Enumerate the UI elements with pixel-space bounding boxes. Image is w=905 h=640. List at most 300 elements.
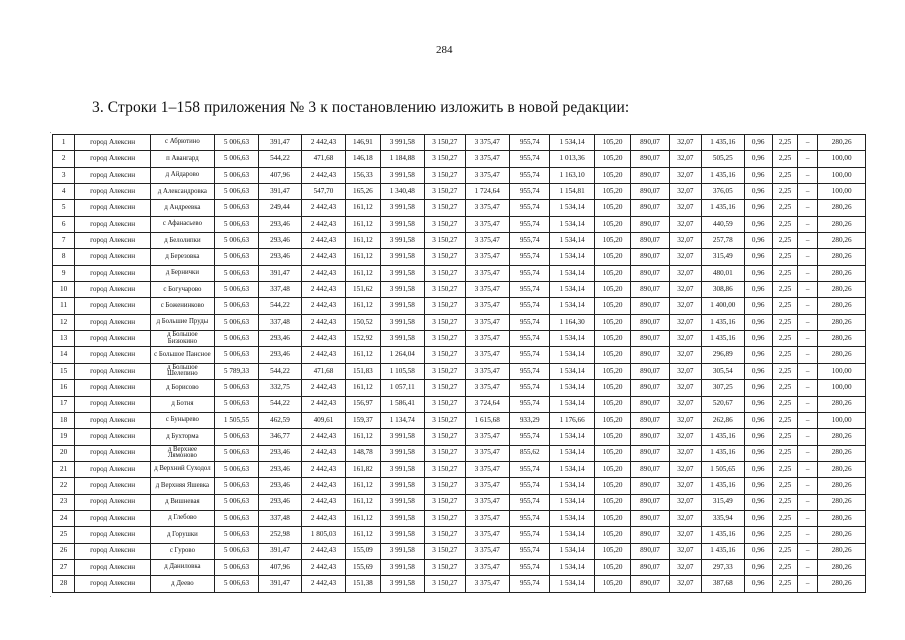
cell-value-14: 0,96 <box>744 380 772 396</box>
cell-settlement: с Гурово <box>151 543 215 559</box>
cell-value-6: 3 150,27 <box>425 412 465 428</box>
cell-value-1: 5 006,63 <box>214 527 258 543</box>
cell-value-1: 5 006,63 <box>214 151 258 167</box>
cell-value-5: 3 991,58 <box>380 314 424 330</box>
cell-value-4: 161,12 <box>346 347 380 363</box>
cell-value-6: 3 150,27 <box>425 461 465 477</box>
cell-value-11: 890,07 <box>631 167 669 183</box>
cell-value-11: 890,07 <box>631 282 669 298</box>
cell-value-6: 3 150,27 <box>425 135 465 151</box>
cell-municipality: город Алексин <box>75 494 151 510</box>
cell-value-1: 5 006,63 <box>214 298 258 314</box>
cell-value-5: 3 991,58 <box>380 282 424 298</box>
cell-value-13: 1 435,16 <box>702 445 744 461</box>
cell-value-12: 32,07 <box>669 576 701 592</box>
cell-value-16: – <box>798 461 818 477</box>
cell-value-14: 0,96 <box>744 429 772 445</box>
cell-municipality: город Алексин <box>75 396 151 412</box>
cell-value-2: 293,46 <box>259 461 301 477</box>
cell-value-17: 280,26 <box>818 576 866 592</box>
cell-value-14: 0,96 <box>744 200 772 216</box>
cell-value-3: 2 442,43 <box>301 282 345 298</box>
cell-settlement: с Бунырево <box>151 412 215 428</box>
table-row <box>53 184 866 200</box>
cell-value-10: 105,20 <box>594 216 630 232</box>
cell-row-number: 23 <box>53 494 75 510</box>
cell-value-11: 890,07 <box>631 543 669 559</box>
cell-value-15: 2,25 <box>772 510 797 526</box>
cell-value-15: 2,25 <box>772 200 797 216</box>
cell-value-17: 280,26 <box>818 510 866 526</box>
cell-value-2: 544,22 <box>259 298 301 314</box>
cell-value-5: 3 991,58 <box>380 200 424 216</box>
cell-value-9: 1 534,14 <box>550 347 594 363</box>
cell-row-number: 22 <box>53 478 75 494</box>
cell-value-1: 5 006,63 <box>214 380 258 396</box>
cell-value-10: 105,20 <box>594 167 630 183</box>
table-row <box>53 265 866 281</box>
cell-value-10: 105,20 <box>594 314 630 330</box>
cell-value-12: 32,07 <box>669 543 701 559</box>
cell-value-6: 3 150,27 <box>425 314 465 330</box>
cell-settlement: с Абрютино <box>151 135 215 151</box>
cell-value-2: 346,77 <box>259 429 301 445</box>
cell-value-4: 161,12 <box>346 494 380 510</box>
cell-value-7: 3 375,47 <box>465 380 509 396</box>
cell-value-7: 3 375,47 <box>465 282 509 298</box>
cell-value-17: 100,00 <box>818 151 866 167</box>
cell-value-8: 933,29 <box>509 412 549 428</box>
cell-municipality: город Алексин <box>75 412 151 428</box>
cell-value-1: 5 006,63 <box>214 494 258 510</box>
cell-value-15: 2,25 <box>772 478 797 494</box>
page-number: 284 <box>436 44 453 56</box>
cell-value-16: – <box>798 527 818 543</box>
cell-value-11: 890,07 <box>631 429 669 445</box>
cell-value-3: 2 442,43 <box>301 380 345 396</box>
cell-value-17: 280,26 <box>818 429 866 445</box>
cell-value-17: 280,26 <box>818 478 866 494</box>
cell-value-12: 32,07 <box>669 429 701 445</box>
cell-value-17: 280,26 <box>818 461 866 477</box>
table-row <box>53 396 866 412</box>
cell-value-16: – <box>798 494 818 510</box>
cell-value-12: 32,07 <box>669 380 701 396</box>
cell-value-3: 2 442,43 <box>301 461 345 477</box>
cell-value-2: 544,22 <box>259 363 301 379</box>
cell-value-17: 280,26 <box>818 233 866 249</box>
cell-value-13: 440,59 <box>702 216 744 232</box>
cell-value-5: 3 991,58 <box>380 527 424 543</box>
cell-value-3: 2 442,43 <box>301 167 345 183</box>
cell-value-1: 5 006,63 <box>214 249 258 265</box>
cell-value-8: 955,74 <box>509 167 549 183</box>
cell-value-3: 2 442,43 <box>301 331 345 347</box>
cell-value-13: 297,33 <box>702 559 744 575</box>
cell-settlement: д Большое Шелепино <box>151 363 215 379</box>
cell-municipality: город Алексин <box>75 510 151 526</box>
cell-value-15: 2,25 <box>772 396 797 412</box>
cell-value-8: 955,74 <box>509 233 549 249</box>
cell-value-7: 3 375,47 <box>465 363 509 379</box>
cell-settlement: д Айдарово <box>151 167 215 183</box>
cell-value-13: 257,78 <box>702 233 744 249</box>
cell-value-8: 955,74 <box>509 478 549 494</box>
cell-value-10: 105,20 <box>594 412 630 428</box>
cell-value-12: 32,07 <box>669 559 701 575</box>
cell-value-15: 2,25 <box>772 314 797 330</box>
cell-value-2: 391,47 <box>259 184 301 200</box>
cell-value-14: 0,96 <box>744 445 772 461</box>
cell-value-15: 2,25 <box>772 363 797 379</box>
cell-value-9: 1 534,14 <box>550 461 594 477</box>
cell-value-12: 32,07 <box>669 200 701 216</box>
cell-value-17: 100,00 <box>818 167 866 183</box>
cell-value-15: 2,25 <box>772 249 797 265</box>
cell-value-1: 5 006,63 <box>214 314 258 330</box>
cell-value-2: 293,46 <box>259 331 301 347</box>
cell-row-number: 1 <box>53 135 75 151</box>
cell-value-4: 156,97 <box>346 396 380 412</box>
cell-value-15: 2,25 <box>772 412 797 428</box>
cell-value-1: 5 006,63 <box>214 167 258 183</box>
cell-value-4: 161,12 <box>346 200 380 216</box>
cell-row-number: 21 <box>53 461 75 477</box>
cell-value-14: 0,96 <box>744 151 772 167</box>
cell-municipality: город Алексин <box>75 167 151 183</box>
cell-value-14: 0,96 <box>744 167 772 183</box>
cell-value-15: 2,25 <box>772 298 797 314</box>
cell-value-8: 955,74 <box>509 494 549 510</box>
cell-value-7: 3 375,47 <box>465 249 509 265</box>
cell-value-14: 0,96 <box>744 282 772 298</box>
cell-value-15: 2,25 <box>772 543 797 559</box>
cell-row-number: 25 <box>53 527 75 543</box>
cell-value-16: – <box>798 200 818 216</box>
cell-value-6: 3 150,27 <box>425 216 465 232</box>
cell-municipality: город Алексин <box>75 184 151 200</box>
cell-value-7: 3 375,47 <box>465 347 509 363</box>
cell-settlement: д Борисово <box>151 380 215 396</box>
cell-value-1: 5 006,63 <box>214 576 258 592</box>
cell-value-4: 155,09 <box>346 543 380 559</box>
cell-value-10: 105,20 <box>594 543 630 559</box>
cell-value-11: 890,07 <box>631 200 669 216</box>
cell-value-7: 3 375,47 <box>465 216 509 232</box>
cell-value-16: – <box>798 576 818 592</box>
cell-value-14: 0,96 <box>744 314 772 330</box>
cell-value-5: 3 991,58 <box>380 445 424 461</box>
cell-value-4: 161,12 <box>346 216 380 232</box>
cell-settlement: д Большие Пруды <box>151 314 215 330</box>
cell-value-10: 105,20 <box>594 461 630 477</box>
cell-value-8: 955,74 <box>509 265 549 281</box>
table-row <box>53 314 866 330</box>
cell-settlement: с Богучарово <box>151 282 215 298</box>
cell-value-10: 105,20 <box>594 249 630 265</box>
cell-value-8: 955,74 <box>509 429 549 445</box>
cell-value-10: 105,20 <box>594 347 630 363</box>
cell-value-3: 2 442,43 <box>301 216 345 232</box>
cell-row-number: 3 <box>53 167 75 183</box>
cell-value-2: 462,59 <box>259 412 301 428</box>
cell-value-12: 32,07 <box>669 445 701 461</box>
cell-value-5: 3 991,58 <box>380 429 424 445</box>
cell-value-10: 105,20 <box>594 396 630 412</box>
cell-value-4: 155,69 <box>346 559 380 575</box>
cell-settlement: д Бернички <box>151 265 215 281</box>
section-heading: 3. Строки 1–158 приложения № 3 к постановлению изложить в новой редакции: <box>92 99 630 116</box>
cell-value-10: 105,20 <box>594 445 630 461</box>
cell-row-number: 27 <box>53 559 75 575</box>
cell-value-3: 2 442,43 <box>301 510 345 526</box>
cell-value-6: 3 150,27 <box>425 151 465 167</box>
cell-value-13: 1 435,16 <box>702 331 744 347</box>
cell-value-15: 2,25 <box>772 282 797 298</box>
cell-value-8: 955,74 <box>509 461 549 477</box>
cell-value-2: 391,47 <box>259 543 301 559</box>
cell-value-5: 3 991,58 <box>380 167 424 183</box>
cell-settlement: д Вишневая <box>151 494 215 510</box>
cell-value-7: 3 375,47 <box>465 429 509 445</box>
cell-row-number: 6 <box>53 216 75 232</box>
cell-municipality: город Алексин <box>75 314 151 330</box>
cell-municipality: город Алексин <box>75 576 151 592</box>
cell-value-17: 280,26 <box>818 347 866 363</box>
cell-value-13: 1 435,16 <box>702 478 744 494</box>
cell-value-16: – <box>798 396 818 412</box>
table-row <box>53 347 866 363</box>
cell-value-3: 2 442,43 <box>301 478 345 494</box>
cell-value-14: 0,96 <box>744 184 772 200</box>
cell-row-number: 26 <box>53 543 75 559</box>
cell-value-6: 3 150,27 <box>425 200 465 216</box>
cell-value-10: 105,20 <box>594 363 630 379</box>
cell-value-6: 3 150,27 <box>425 331 465 347</box>
cell-value-2: 293,46 <box>259 233 301 249</box>
cell-value-9: 1 534,14 <box>550 216 594 232</box>
cell-value-14: 0,96 <box>744 494 772 510</box>
cell-value-6: 3 150,27 <box>425 576 465 592</box>
cell-value-4: 146,18 <box>346 151 380 167</box>
cell-value-15: 2,25 <box>772 380 797 396</box>
cell-value-6: 3 150,27 <box>425 478 465 494</box>
cell-value-9: 1 534,14 <box>550 527 594 543</box>
cell-value-9: 1 534,14 <box>550 298 594 314</box>
cell-value-17: 100,00 <box>818 184 866 200</box>
table-row <box>53 445 866 461</box>
cell-value-4: 148,78 <box>346 445 380 461</box>
cell-value-10: 105,20 <box>594 576 630 592</box>
cell-settlement: д Глебово <box>151 510 215 526</box>
cell-value-11: 890,07 <box>631 135 669 151</box>
cell-value-1: 5 006,63 <box>214 445 258 461</box>
cell-value-11: 890,07 <box>631 478 669 494</box>
cell-value-7: 3 375,47 <box>465 233 509 249</box>
cell-value-14: 0,96 <box>744 347 772 363</box>
cell-value-1: 5 006,63 <box>214 559 258 575</box>
cell-value-3: 2 442,43 <box>301 265 345 281</box>
cell-value-17: 280,26 <box>818 527 866 543</box>
cell-value-11: 890,07 <box>631 249 669 265</box>
cell-value-16: – <box>798 412 818 428</box>
cell-value-15: 2,25 <box>772 429 797 445</box>
cell-settlement: с Боженинково <box>151 298 215 314</box>
cell-value-13: 1 435,16 <box>702 314 744 330</box>
cell-value-12: 32,07 <box>669 184 701 200</box>
cell-value-10: 105,20 <box>594 510 630 526</box>
cell-value-15: 2,25 <box>772 527 797 543</box>
cell-value-14: 0,96 <box>744 216 772 232</box>
cell-value-11: 890,07 <box>631 151 669 167</box>
cell-municipality: город Алексин <box>75 135 151 151</box>
cell-value-5: 1 264,04 <box>380 347 424 363</box>
cell-value-17: 100,00 <box>818 363 866 379</box>
cell-value-7: 3 375,47 <box>465 265 509 281</box>
cell-value-11: 890,07 <box>631 314 669 330</box>
cell-value-3: 2 442,43 <box>301 135 345 151</box>
cell-municipality: город Алексин <box>75 347 151 363</box>
cell-row-number: 19 <box>53 429 75 445</box>
cell-value-4: 156,33 <box>346 167 380 183</box>
table-row <box>53 559 866 575</box>
cell-value-5: 1 586,41 <box>380 396 424 412</box>
cell-value-17: 280,26 <box>818 543 866 559</box>
cell-row-number: 11 <box>53 298 75 314</box>
cell-settlement: д Деево <box>151 576 215 592</box>
cell-value-1: 5 006,63 <box>214 347 258 363</box>
cell-value-4: 161,12 <box>346 249 380 265</box>
cell-value-5: 1 134,74 <box>380 412 424 428</box>
cell-settlement: д Белолипки <box>151 233 215 249</box>
cell-value-4: 161,12 <box>346 478 380 494</box>
table-row <box>53 200 866 216</box>
cell-municipality: город Алексин <box>75 298 151 314</box>
cell-value-9: 1 164,30 <box>550 314 594 330</box>
cell-value-10: 105,20 <box>594 151 630 167</box>
tariff-table <box>52 134 866 593</box>
cell-value-6: 3 150,27 <box>425 282 465 298</box>
cell-row-number: 18 <box>53 412 75 428</box>
cell-value-9: 1 163,10 <box>550 167 594 183</box>
cell-value-10: 105,20 <box>594 380 630 396</box>
cell-value-6: 3 150,27 <box>425 184 465 200</box>
cell-value-5: 3 991,58 <box>380 543 424 559</box>
cell-value-3: 2 442,43 <box>301 233 345 249</box>
cell-value-4: 161,12 <box>346 265 380 281</box>
cell-value-7: 3 375,47 <box>465 461 509 477</box>
cell-municipality: город Алексин <box>75 331 151 347</box>
cell-value-8: 955,74 <box>509 510 549 526</box>
cell-value-12: 32,07 <box>669 298 701 314</box>
cell-value-10: 105,20 <box>594 494 630 510</box>
cell-value-8: 955,74 <box>509 151 549 167</box>
cell-value-11: 890,07 <box>631 380 669 396</box>
cell-value-3: 2 442,43 <box>301 445 345 461</box>
cell-municipality: город Алексин <box>75 527 151 543</box>
cell-value-15: 2,25 <box>772 233 797 249</box>
cell-row-number: 2 <box>53 151 75 167</box>
cell-value-3: 2 442,43 <box>301 543 345 559</box>
cell-value-14: 0,96 <box>744 478 772 494</box>
cell-value-9: 1 154,81 <box>550 184 594 200</box>
cell-value-12: 32,07 <box>669 527 701 543</box>
cell-value-14: 0,96 <box>744 396 772 412</box>
cell-value-3: 471,68 <box>301 151 345 167</box>
cell-value-4: 146,91 <box>346 135 380 151</box>
cell-value-5: 3 991,58 <box>380 494 424 510</box>
cell-row-number: 16 <box>53 380 75 396</box>
table-row <box>53 233 866 249</box>
cell-value-10: 105,20 <box>594 429 630 445</box>
cell-row-number: 8 <box>53 249 75 265</box>
cell-value-4: 151,62 <box>346 282 380 298</box>
cell-value-13: 315,49 <box>702 494 744 510</box>
table-row <box>53 412 866 428</box>
cell-value-13: 1 435,16 <box>702 527 744 543</box>
cell-value-2: 391,47 <box>259 135 301 151</box>
cell-value-2: 337,48 <box>259 314 301 330</box>
cell-value-14: 0,96 <box>744 233 772 249</box>
cell-municipality: город Алексин <box>75 216 151 232</box>
cell-value-9: 1 534,14 <box>550 445 594 461</box>
cell-value-8: 955,74 <box>509 184 549 200</box>
cell-value-17: 280,26 <box>818 298 866 314</box>
cell-value-14: 0,96 <box>744 249 772 265</box>
cell-value-8: 955,74 <box>509 282 549 298</box>
cell-value-9: 1 534,14 <box>550 429 594 445</box>
cell-value-13: 1 435,16 <box>702 167 744 183</box>
cell-value-13: 1 435,16 <box>702 543 744 559</box>
cell-value-1: 5 006,63 <box>214 331 258 347</box>
cell-value-5: 3 991,58 <box>380 265 424 281</box>
cell-value-3: 2 442,43 <box>301 576 345 592</box>
cell-municipality: город Алексин <box>75 363 151 379</box>
cell-value-4: 151,38 <box>346 576 380 592</box>
cell-row-number: 4 <box>53 184 75 200</box>
cell-value-7: 1 724,64 <box>465 184 509 200</box>
cell-value-16: – <box>798 298 818 314</box>
cell-value-8: 955,74 <box>509 314 549 330</box>
cell-value-14: 0,96 <box>744 510 772 526</box>
cell-value-11: 890,07 <box>631 265 669 281</box>
cell-value-13: 262,86 <box>702 412 744 428</box>
cell-value-3: 2 442,43 <box>301 298 345 314</box>
cell-value-1: 5 006,63 <box>214 396 258 412</box>
cell-value-3: 2 442,43 <box>301 314 345 330</box>
cell-value-10: 105,20 <box>594 200 630 216</box>
cell-row-number: 17 <box>53 396 75 412</box>
cell-value-4: 165,26 <box>346 184 380 200</box>
cell-value-14: 0,96 <box>744 576 772 592</box>
cell-value-3: 2 442,43 <box>301 347 345 363</box>
cell-value-3: 2 442,43 <box>301 559 345 575</box>
cell-municipality: город Алексин <box>75 461 151 477</box>
table-row <box>53 167 866 183</box>
cell-value-11: 890,07 <box>631 527 669 543</box>
cell-value-7: 3 375,47 <box>465 167 509 183</box>
cell-row-number: 24 <box>53 510 75 526</box>
cell-value-13: 307,25 <box>702 380 744 396</box>
cell-settlement: д Андреевка <box>151 200 215 216</box>
table-row <box>53 461 866 477</box>
cell-municipality: город Алексин <box>75 445 151 461</box>
table-row <box>53 216 866 232</box>
cell-settlement: д Верхняя Яшевка <box>151 478 215 494</box>
cell-value-9: 1 534,14 <box>550 543 594 559</box>
cell-value-15: 2,25 <box>772 445 797 461</box>
cell-value-4: 161,82 <box>346 461 380 477</box>
